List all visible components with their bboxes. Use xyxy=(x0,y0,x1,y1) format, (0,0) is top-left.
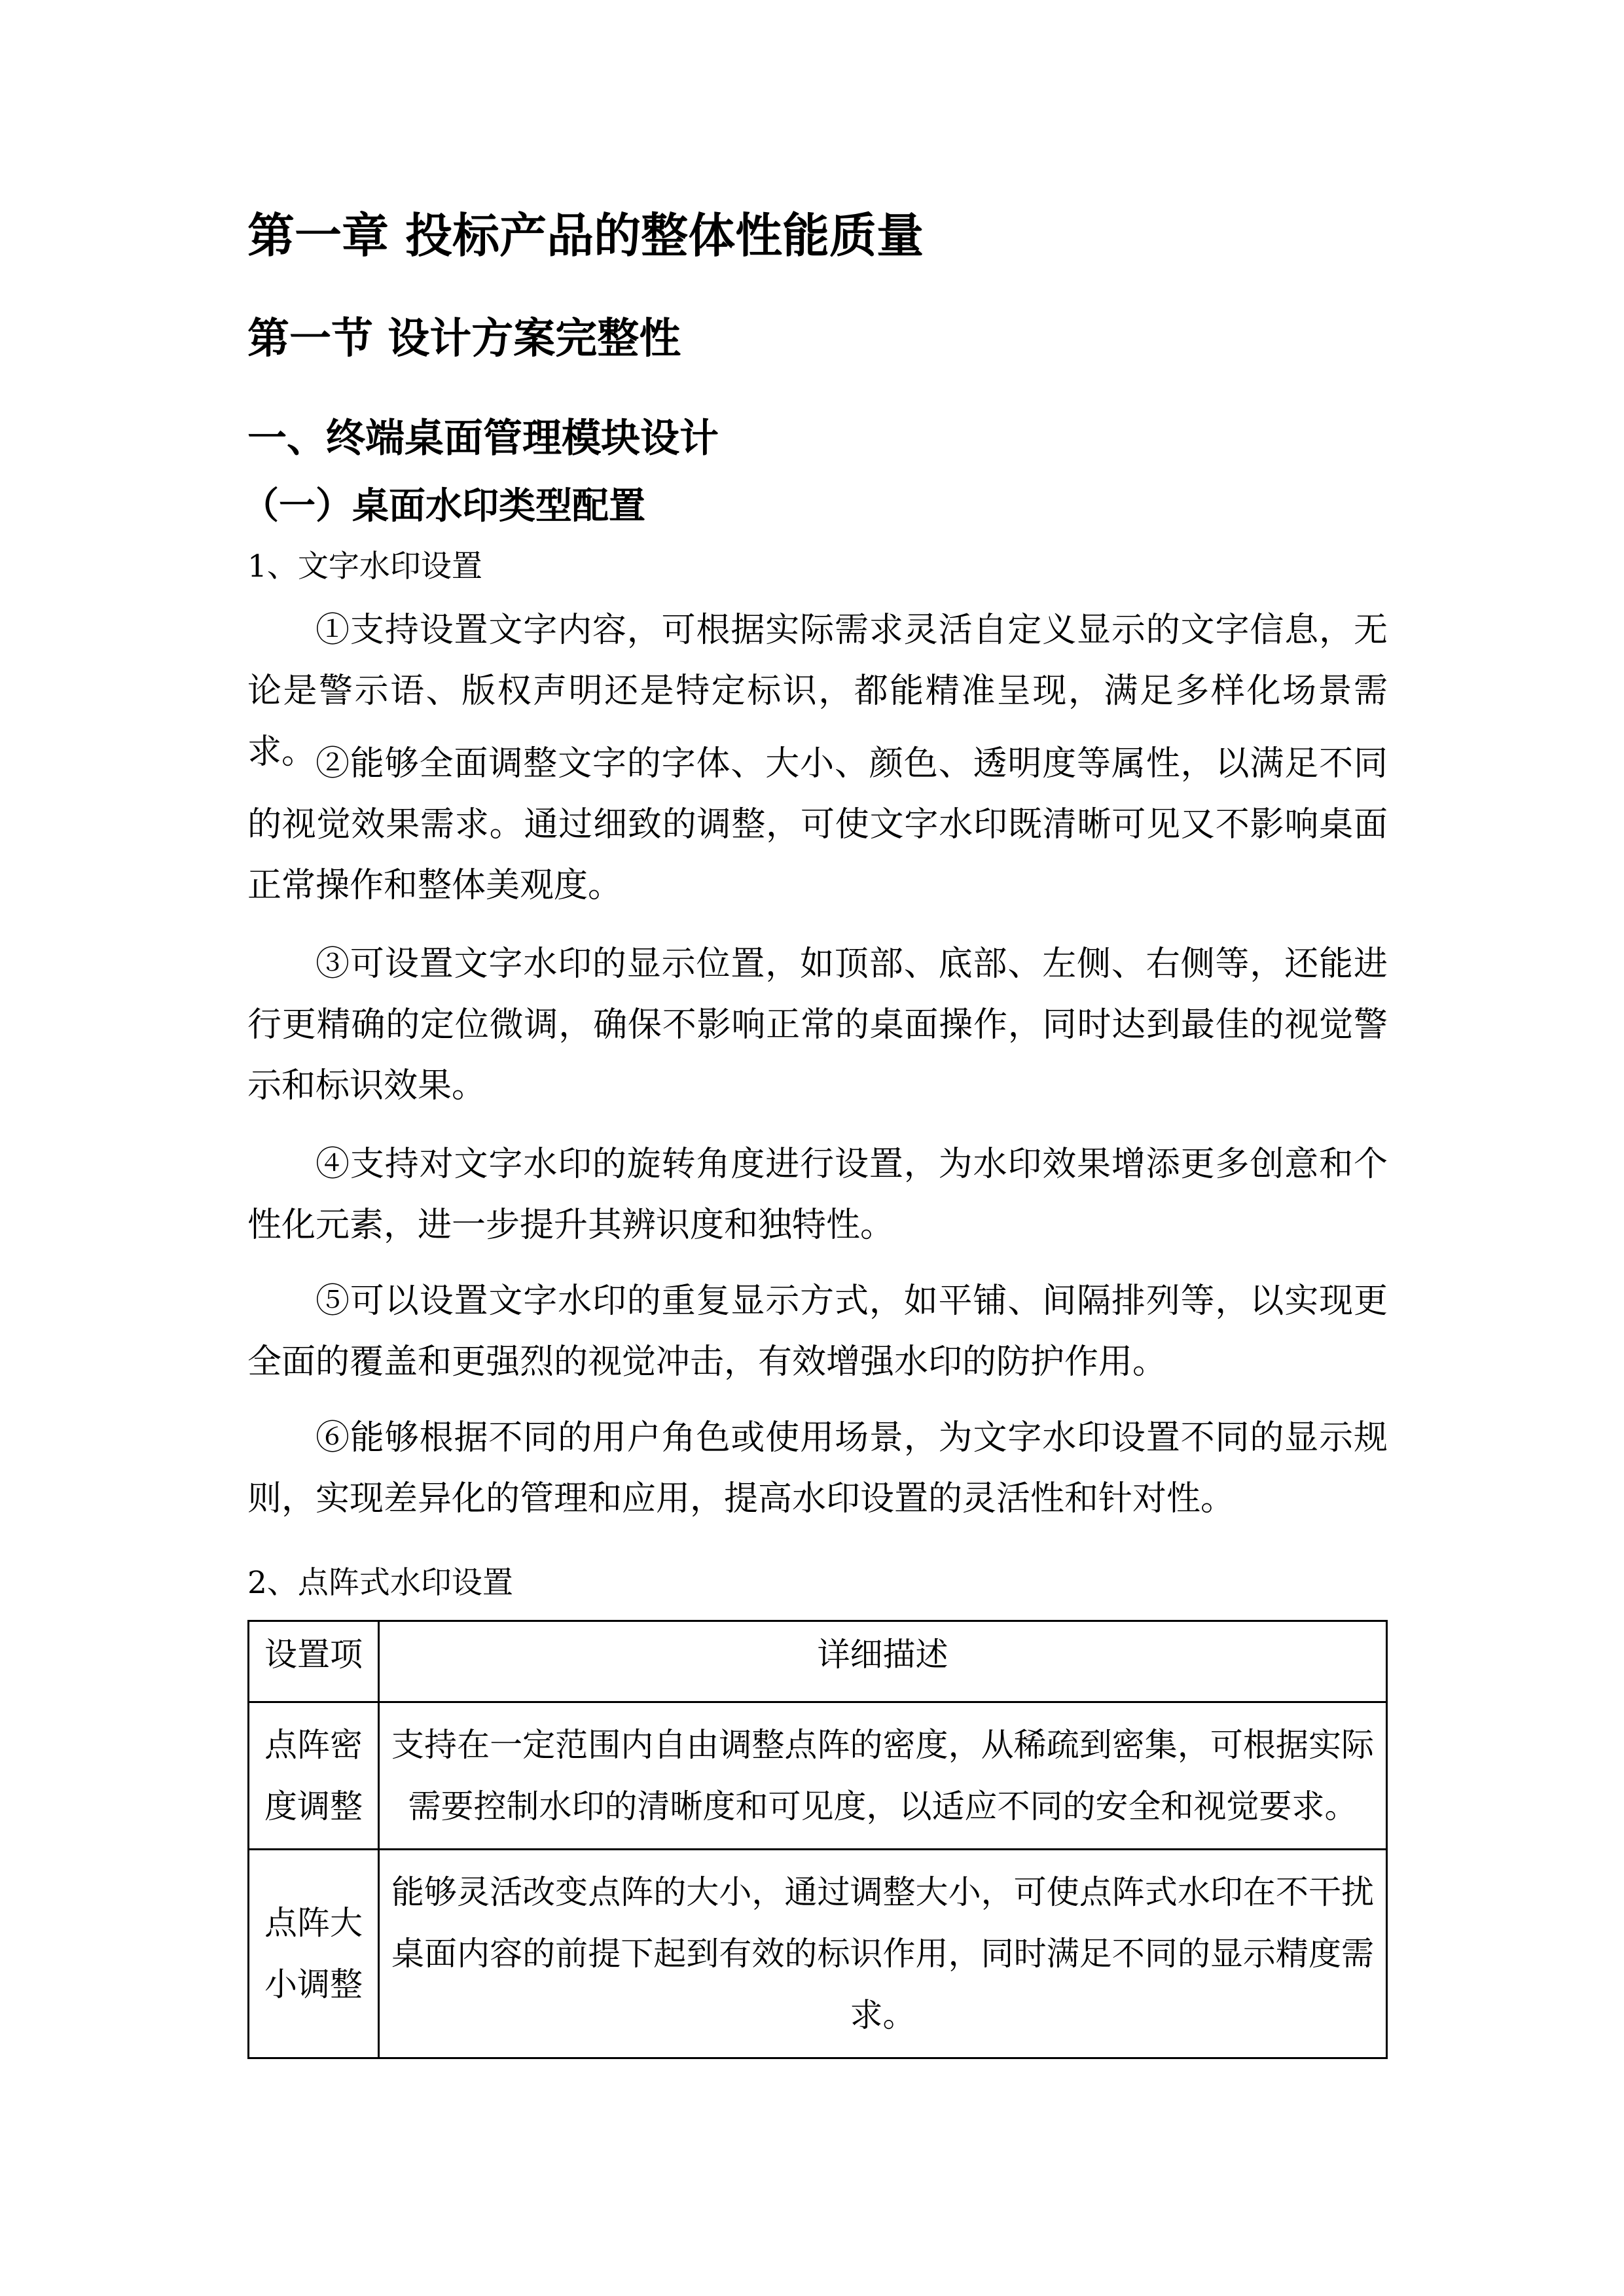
setting-cell: 点阵密度调整 xyxy=(249,1702,379,1850)
paragraph: ⑥能够根据不同的用户角色或使用场景，为文字水印设置不同的显示规则，实现差异化的管理和应用，提高水印设置的灵活性和针对性。 xyxy=(247,1418,1388,1518)
dot-watermark-table xyxy=(247,1620,1388,2059)
paragraph: ④支持对文字水印的旋转角度进行设置，为水印效果增添更多创意和个性化元素，进一步提升其辨识度和独特性。 xyxy=(247,1145,1388,1245)
paragraph: ②能够全面调整文字的字体、大小、颜色、透明度等属性，以满足不同的视觉效果需求。通过细致的调整，可使文字水印既清晰可见又不影响桌面正常操作和整体美观度。 xyxy=(247,744,1388,905)
paragraph: ①支持设置文字内容，可根据实际需求灵活自定义显示的文字信息，无论是警示语、版权声明还是特定标识，都能精准呈现，满足多样化场景需求。 xyxy=(247,611,1388,772)
description-cell: 支持在一定范围内自由调整点阵的密度，从稀疏到密集，可根据实际需要控制水印的清晰度和可见度，以适应不同的安全和视觉要求。 xyxy=(379,1702,1387,1850)
paragraph: ⑤可以设置文字水印的重复显示方式，如平铺、间隔排列等，以实现更全面的覆盖和更强烈的视觉冲击，有效增强水印的防护作用。 xyxy=(247,1282,1388,1382)
text-watermark-heading: 1、文字水印设置 xyxy=(247,548,482,584)
table-row xyxy=(249,1850,1387,2058)
subsection-title: 一、终端桌面管理模块设计 xyxy=(247,416,719,461)
table-row xyxy=(249,1702,1387,1850)
chapter-title: 第一章 投标产品的整体性能质量 xyxy=(247,208,924,263)
header-cell: 设置项 xyxy=(249,1621,379,1702)
subsubsection-title: （一）桌面水印类型配置 xyxy=(242,484,645,528)
description-cell: 能够灵活改变点阵的大小，通过调整大小，可使点阵式水印在不干扰桌面内容的前提下起到有效的标识作用，同时满足不同的显示精度需求。 xyxy=(379,1850,1387,2058)
header-cell: 详细描述 xyxy=(379,1621,1387,1702)
setting-cell: 点阵大小调整 xyxy=(249,1850,379,2058)
section-title: 第一节 设计方案完整性 xyxy=(247,315,681,363)
paragraph: ③可设置文字水印的显示位置，如顶部、底部、左侧、右侧等，还能进行更精确的定位微调，确保不影响正常的桌面操作，同时达到最佳的视觉警示和标识效果。 xyxy=(247,944,1388,1105)
table-header-row xyxy=(249,1621,1387,1702)
dot-watermark-heading: 2、点阵式水印设置 xyxy=(247,1565,513,1601)
